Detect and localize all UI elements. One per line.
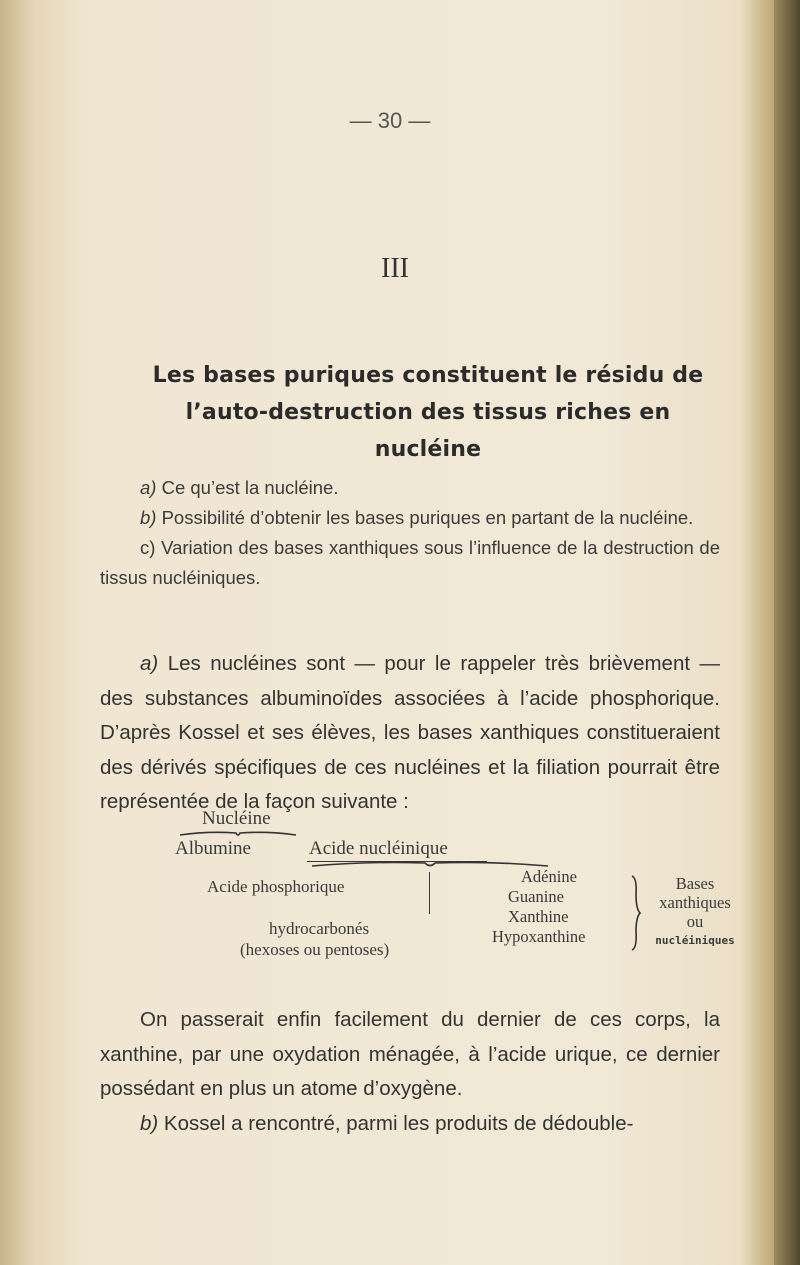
section-number: III bbox=[381, 253, 409, 284]
diagram-hexoses: (hexoses ou pentoses) bbox=[240, 940, 390, 959]
diagram-base-xanthine: Xanthine bbox=[508, 907, 569, 926]
summary-list bbox=[100, 473, 720, 593]
summary-item-b bbox=[100, 503, 720, 533]
summary-item-c: c) Variation des bases xanthiques sous l’influence de la destruction de tissus nucléiniques. bbox=[100, 537, 720, 588]
page-edge-shadow bbox=[774, 0, 800, 1265]
summary-item-a bbox=[100, 473, 720, 503]
diagram-bases-label-1: Bases bbox=[675, 874, 715, 893]
paragraph-conclusion bbox=[100, 1003, 720, 1141]
diagram-divider bbox=[429, 872, 430, 914]
paragraph-b-text: Kossel a rencontré, parmi les produits de dédouble- bbox=[158, 1111, 634, 1135]
diagram-bases-list bbox=[492, 867, 585, 947]
diagram-acide-nucleinique: Acide nucléinique bbox=[309, 838, 448, 859]
diagram-bases-label-3: ou bbox=[686, 912, 704, 931]
diagram-bases-label-2: xanthiques bbox=[659, 893, 731, 912]
diagram-base-adenine: Adénine bbox=[521, 867, 577, 886]
diagram-root: Nucléine bbox=[202, 808, 271, 829]
diagram-acide-phosphorique: Acide phosphorique bbox=[207, 877, 345, 896]
diagram-bases-label bbox=[640, 874, 750, 950]
section-title: Les bases puriques constituent le résidu de l’auto-destruction des tissus riches en nucléine bbox=[152, 363, 704, 462]
paragraph-a bbox=[100, 647, 720, 820]
summary-item-a-text: Ce qu’est la nucléine. bbox=[156, 477, 339, 498]
paragraph-b-label: b) bbox=[140, 1111, 159, 1135]
summary-item-b-label: b) bbox=[140, 507, 157, 528]
diagram-albumine: Albumine bbox=[175, 838, 251, 859]
paragraph-conclusion-text: On passerait enfin facilement du dernier de ces corps, la xanthine, par une oxydation ménagée, à l’acide urique, ce dernier possédant en plus un atome d’oxygène. bbox=[100, 1008, 720, 1100]
summary-item-b-text: Possibilité d’obtenir les bases puriques en partant de la nucléine. bbox=[156, 507, 694, 528]
paragraph-a-text: Les nucléines sont — pour le rappeler très brièvement — des substances albuminoïdes associées à l’acide phosphorique. D’après Kossel et ses élèves, les bases xanthiques constitueraient des dérivés spécifiques de ces nucléines et la filiation pourrait être représentée de la façon suivante : bbox=[100, 652, 720, 813]
paragraph-a-label: a) bbox=[140, 652, 159, 675]
diagram-base-guanine: Guanine bbox=[508, 887, 564, 906]
summary-item-a-label: a) bbox=[140, 477, 157, 498]
diagram-base-hypoxanthine: Hypoxanthine bbox=[492, 927, 586, 946]
page-number: — 30 — bbox=[349, 108, 431, 133]
diagram-bases-label-4: nucléiniques bbox=[655, 934, 735, 947]
diagram-hydrocarbones: hydrocarbonés bbox=[269, 919, 370, 938]
